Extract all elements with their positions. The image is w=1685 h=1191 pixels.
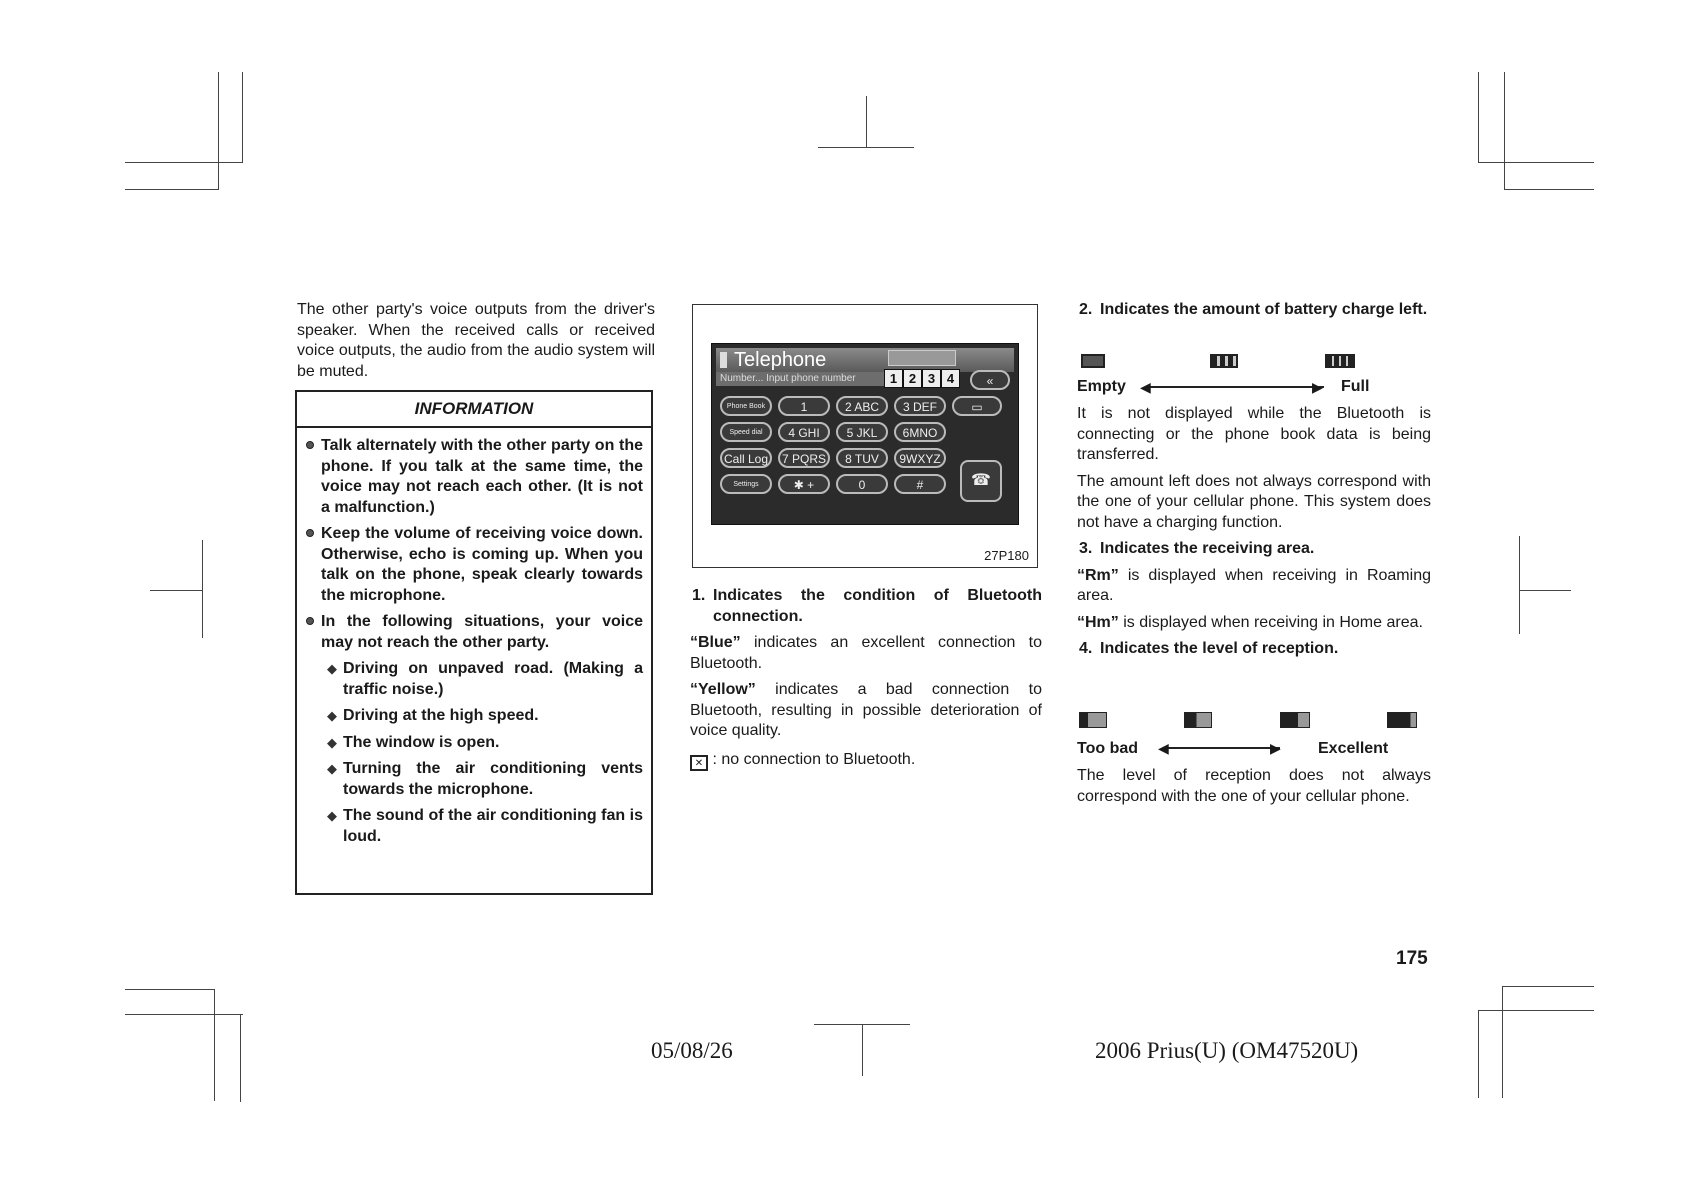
crop-mark — [818, 147, 914, 148]
speed-dial-button[interactable]: Speed dial — [720, 422, 772, 442]
crop-mark — [1502, 986, 1503, 1098]
status-icons — [888, 350, 956, 366]
yellow-text: indicates a bad connection to Bluetooth, resulting in possible deterioration of voice quality. — [690, 681, 1042, 739]
crop-mark — [866, 96, 867, 148]
item3-title: Indicates the receiving area. — [1100, 540, 1315, 557]
info-sub-bullet: ◆ The window is open. — [305, 733, 643, 754]
information-title: INFORMATION — [297, 392, 651, 428]
key-0[interactable]: 0 — [836, 474, 888, 494]
blue-text: indicates an excellent connection to Bluetooth. — [690, 634, 1043, 672]
screen-subtitle: Number... Input phone number — [716, 372, 886, 386]
battery-half-icon — [1210, 354, 1238, 368]
information-box — [295, 390, 653, 895]
arrow-right-icon: ▶ — [1270, 740, 1281, 756]
key-2[interactable]: 2 ABC — [836, 396, 888, 416]
item1-number: 1. — [692, 587, 706, 604]
figure-code: 27P180 — [984, 548, 1029, 563]
info-bullet: Talk alternately with the other party on the phone. If you talk at the same time, the voice may not reach each other. (It is not a malfunction.) — [305, 436, 643, 518]
indicator-slot: 4 — [941, 369, 960, 388]
full-label: Full — [1341, 378, 1370, 395]
crop-mark — [125, 162, 243, 163]
crop-mark — [218, 72, 219, 190]
crop-mark — [862, 1024, 863, 1076]
crop-mark — [1519, 536, 1520, 634]
page-number: 175 — [1396, 948, 1428, 969]
info-sub-bullet: ◆ Turning the air conditioning vents towards the microphone. — [305, 759, 643, 800]
crop-mark — [1504, 189, 1594, 190]
hm-text: is displayed when receiving in Home area. — [1123, 613, 1423, 631]
left-intro: The other party's voice outputs from the driver's speaker. When the received calls or received voice outputs, the audio from the audio system will be muted. — [297, 301, 655, 380]
key-9[interactable]: 9WXYZ — [894, 448, 946, 468]
no-connection-text: : no connection to Bluetooth. — [712, 750, 916, 768]
crop-mark — [1519, 590, 1571, 591]
signal-level-2-icon — [1184, 712, 1212, 728]
signal-level-3-icon — [1280, 712, 1310, 728]
middle-column — [690, 586, 1042, 777]
no-bluetooth-icon: ✕ — [690, 755, 708, 771]
item4-title: Indicates the level of reception. — [1100, 640, 1339, 657]
signal-level-4-icon — [1387, 712, 1417, 728]
phone-icon — [720, 352, 727, 368]
key-4[interactable]: 4 GHI — [778, 422, 830, 442]
screen-title: Telephone — [716, 348, 1014, 372]
crop-mark — [1478, 1010, 1594, 1011]
blue-label: “Blue” — [690, 634, 741, 651]
hm-label: “Hm” — [1077, 613, 1119, 631]
right-column — [1077, 404, 1431, 666]
crop-mark — [1504, 72, 1505, 190]
too-bad-label: Too bad — [1077, 740, 1139, 757]
key-1[interactable]: 1 — [778, 396, 830, 416]
back-button[interactable]: « — [970, 370, 1010, 390]
arrow-left-icon: ◀ — [1158, 740, 1169, 756]
key-5[interactable]: 5 JKL — [836, 422, 888, 442]
key-6[interactable]: 6MNO — [894, 422, 946, 442]
rm-text: is displayed when receiving in Roaming area. — [1077, 566, 1431, 604]
crop-mark — [1502, 986, 1594, 987]
arrow-right-icon: ▶ — [1312, 379, 1323, 395]
phone-book-button[interactable]: Phone Book — [720, 396, 772, 416]
key-8[interactable]: 8 TUV — [836, 448, 888, 468]
crop-mark — [150, 590, 202, 591]
signal-level-1-icon — [1079, 712, 1107, 728]
arrow-left-icon: ◀ — [1140, 379, 1151, 395]
key-hash[interactable]: # — [894, 474, 946, 494]
crop-mark — [125, 1014, 243, 1015]
telephone-screen-figure — [692, 304, 1038, 568]
crop-mark — [240, 1014, 241, 1102]
reception-arrow — [1166, 747, 1280, 749]
battery-arrow — [1148, 386, 1324, 388]
indicator-slot: 2 — [903, 369, 922, 388]
settings-button[interactable]: Settings — [720, 474, 772, 494]
telephone-screen — [711, 343, 1019, 525]
crop-mark — [125, 189, 219, 190]
yellow-label: “Yellow” — [690, 681, 756, 698]
excellent-label: Excellent — [1318, 740, 1389, 757]
key-star[interactable]: ✱ + — [778, 474, 830, 494]
crop-mark — [214, 989, 215, 1101]
crop-mark — [202, 540, 203, 638]
hangup-button[interactable]: ☎ — [960, 460, 1002, 502]
indicator-slot: 1 — [884, 369, 903, 388]
battery-empty-icon — [1081, 354, 1105, 368]
battery-note-2: The amount left does not always correspond with the one of your cellular phone. This system does not have a charging function. — [1077, 472, 1431, 531]
print-date: 05/08/26 — [651, 1038, 733, 1063]
crop-mark — [242, 72, 243, 162]
manual-model: 2006 Prius(U) (OM47520U) — [1095, 1038, 1359, 1063]
rm-label: “Rm” — [1077, 566, 1119, 584]
indicator-slot: 3 — [922, 369, 941, 388]
window-button[interactable]: ▭ — [952, 396, 1002, 416]
crop-mark — [1478, 72, 1479, 162]
crop-mark — [1478, 1010, 1479, 1098]
item2-heading — [1077, 300, 1431, 321]
key-7[interactable]: 7 PQRS — [778, 448, 830, 468]
info-sub-bullet: ◆ The sound of the air conditioning fan is loud. — [305, 806, 643, 847]
item4-number: 4. — [1079, 640, 1093, 657]
info-sub-bullet: ◆ Driving at the high speed. — [305, 706, 643, 727]
info-bullet: In the following situations, your voice may not reach the other party. — [305, 612, 643, 653]
item1-title: Indicates the condition of Bluetooth connection. — [713, 587, 1042, 625]
info-bullet: Keep the volume of receiving voice down. Otherwise, echo is coming up. When you talk on the phone, speak clearly towards the microphone. — [305, 524, 643, 606]
battery-full-icon — [1325, 354, 1355, 368]
item2-title: Indicates the amount of battery charge left. — [1100, 301, 1428, 318]
item3-number: 3. — [1079, 540, 1093, 557]
key-3[interactable]: 3 DEF — [894, 396, 946, 416]
info-sub-bullet: ◆ Driving on unpaved road. (Making a traffic noise.) — [305, 659, 643, 700]
reception-note: The level of reception does not always correspond with the one of your cellular phone. — [1077, 767, 1431, 805]
empty-label: Empty — [1077, 378, 1126, 395]
crop-mark — [1478, 162, 1594, 163]
battery-note-1: It is not displayed while the Bluetooth is connecting or the phone book data is being transferred. — [1077, 405, 1431, 463]
crop-mark — [125, 989, 215, 990]
item2-number: 2. — [1079, 301, 1093, 318]
call-log-button[interactable]: Call Log — [720, 448, 772, 468]
